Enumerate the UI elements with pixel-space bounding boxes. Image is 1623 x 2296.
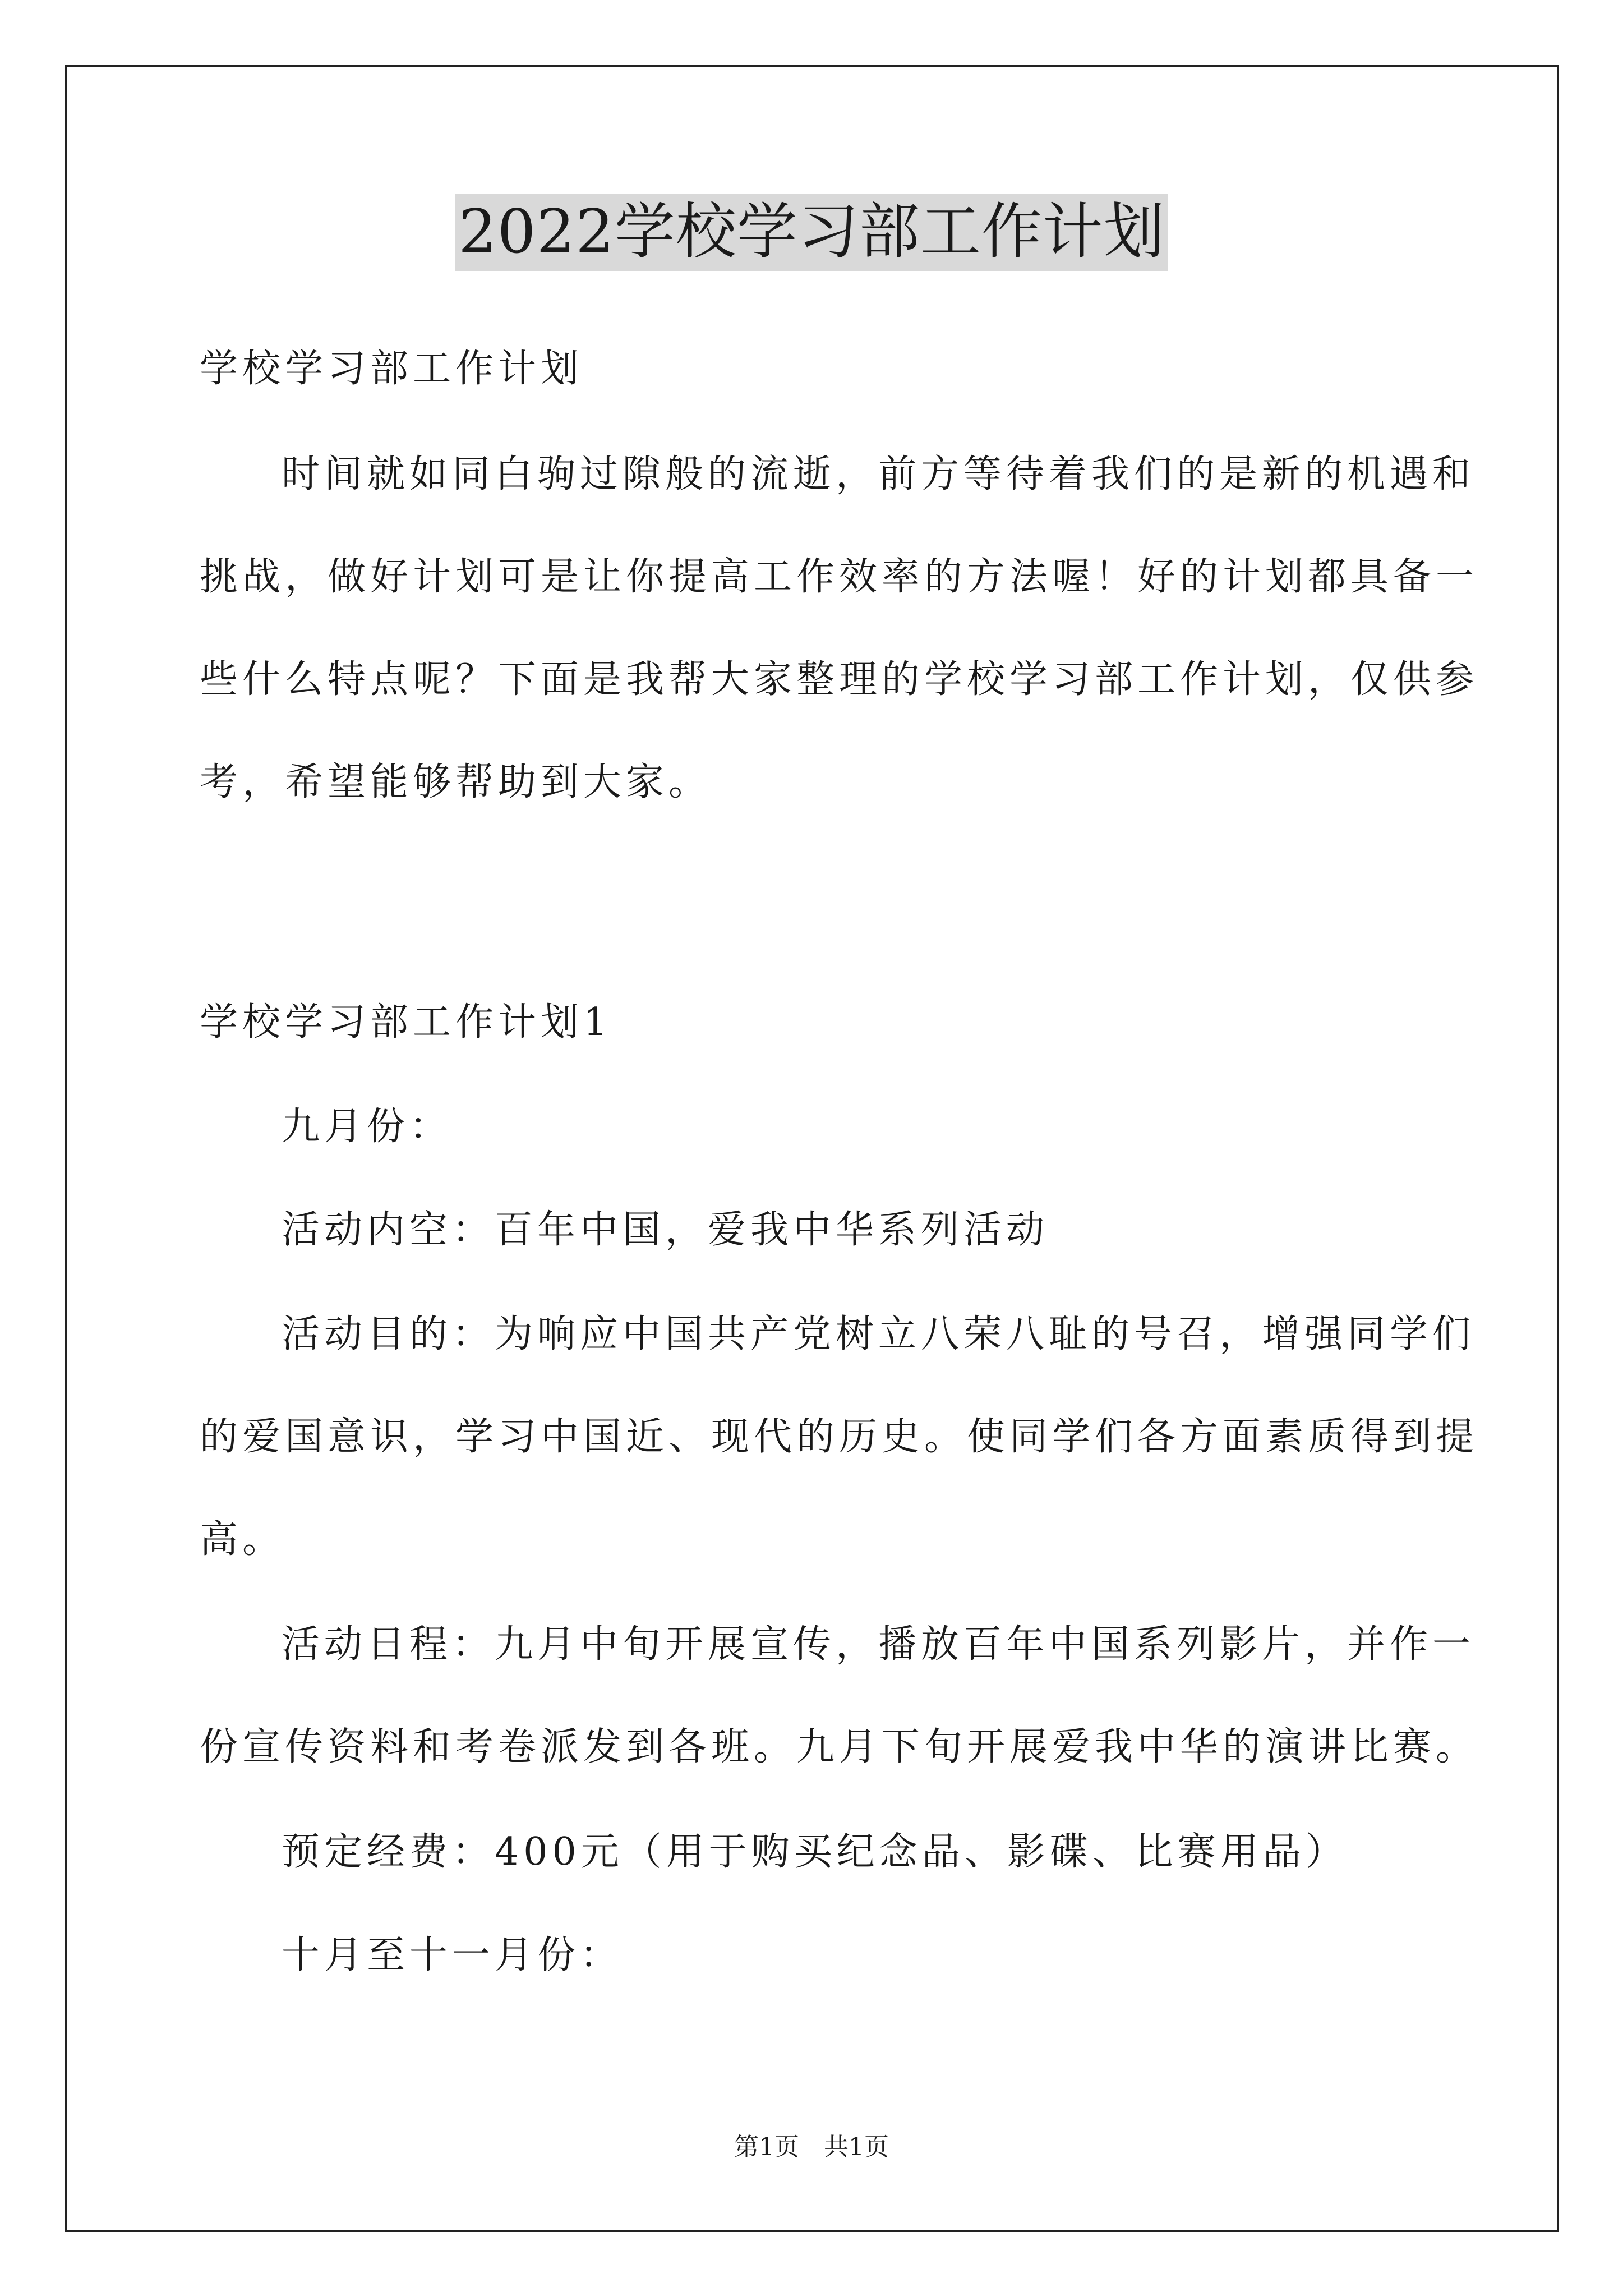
activity-schedule-line-1: 活动日程：九月中旬开展宣传，播放百年中国系列影片，并作一 [282, 1622, 1476, 1667]
month-october-november: 十月至十一月份： [282, 1933, 623, 1977]
activity-schedule-line-2: 份宣传资料和考卷派发到各班。九月下旬开展爱我中华的演讲比赛。 [200, 1725, 1479, 1769]
activity-purpose-line-2: 的爱国意识，学习中国近、现代的历史。使同学们各方面素质得到提 [200, 1415, 1479, 1459]
section-heading: 学校学习部工作计划1 [200, 1000, 612, 1045]
activity-purpose-line-1: 活动目的：为响应中国共产党树立八荣八耻的号召，增强同学们 [282, 1312, 1476, 1356]
page-footer: 第1页 共1页 [734, 2133, 889, 2161]
intro-line-1: 时间就如同白驹过隙般的流逝，前方等待着我们的是新的机遇和 [282, 452, 1476, 496]
activity-purpose-line-3: 高。 [200, 1517, 285, 1562]
intro-line-4: 考，希望能够帮助到大家。 [200, 760, 712, 804]
month-september: 九月份： [282, 1105, 453, 1149]
intro-line-2: 挑战，做好计划可是让你提高工作效率的方法喔！好的计划都具备一 [200, 555, 1479, 599]
activity-content: 活动内空：百年中国，爱我中华系列活动 [282, 1208, 1049, 1252]
subtitle-line: 学校学习部工作计划 [200, 347, 584, 391]
budget-line: 预定经费：400元（用于购买纪念品、影碟、比赛用品） [282, 1830, 1348, 1874]
title-container [0, 194, 1623, 271]
intro-line-3: 些什么特点呢？下面是我帮大家整理的学校学习部工作计划，仅供参 [200, 657, 1479, 702]
document-title: 2022学校学习部工作计划 [455, 194, 1168, 271]
